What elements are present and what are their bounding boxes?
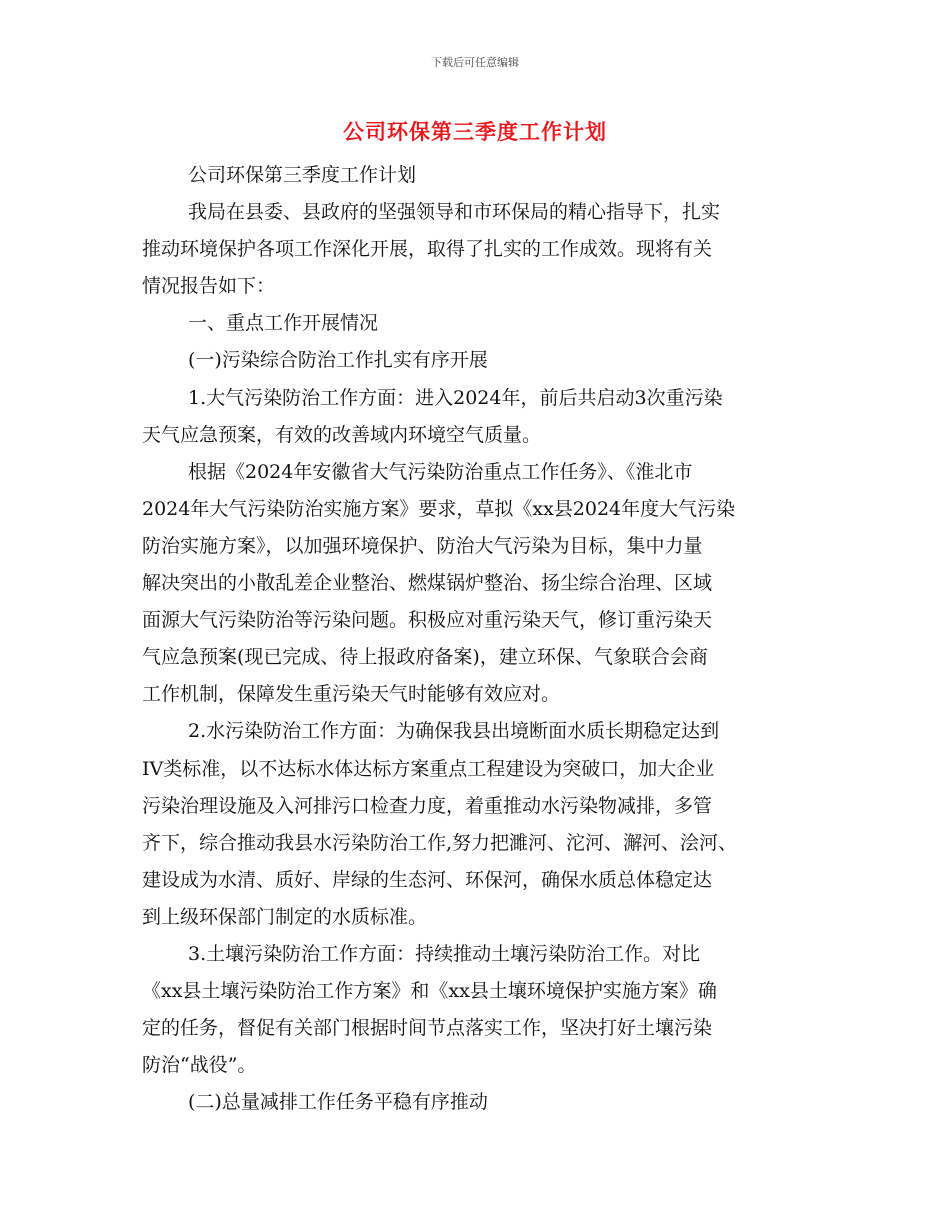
paragraph-line: 防治实施方案》，以加强环境保护、防治大气污染为目标，集中力量: [142, 534, 703, 557]
paragraph-line: 我局在县委、县政府的坚强领导和市环保局的精心指导下，扎实: [188, 201, 721, 224]
paragraph-line: 工作机制，保障发生重污染天气时能够有效应对。: [142, 683, 561, 706]
subsection-heading: (一)污染综合防治工作扎实有序开展: [188, 349, 488, 372]
paragraph-line: 定的任务，督促有关部门根据时间节点落实工作，坚决打好土壤污染: [142, 1017, 713, 1040]
paragraph-line: 天气应急预案，有效的改善域内环境空气质量。: [142, 423, 542, 446]
paragraph-line: 解决突出的小散乱差企业整治、燃煤锅炉整治、扬尘综合治理、区域: [142, 572, 713, 595]
paragraph-line: 推动环境保护各项工作深化开展，取得了扎实的工作成效。现将有关: [142, 238, 713, 261]
paragraph-line: 污染治理设施及入河排污口检查力度，着重推动水污染物减排，多管: [142, 794, 713, 817]
paragraph-line: 气应急预案(现已完成、待上报政府备案)，建立环保、气象联合会商: [142, 646, 708, 669]
paragraph-line: 《xx县土壤污染防治工作方案》和《xx县土壤环境保护实施方案》确: [142, 980, 717, 1003]
document-body: [142, 157, 822, 1121]
paragraph-line: 齐下，综合推动我县水污染防治工作,努力把濉河、沱河、澥河、浍河、: [142, 831, 738, 854]
paragraph-line: 到上级环保部门制定的水质标准。: [142, 905, 428, 928]
paragraph-line: 1.大气污染防治工作方面：进入2024年，前后共启动3次重污染: [188, 386, 723, 409]
paragraph-line: IV类标准，以不达标水体达标方案重点工程建设为突破口，加大企业: [142, 757, 715, 780]
paragraph-line: 3.土壤污染防治工作方面：持续推动土壤污染防治工作。对比: [188, 942, 701, 965]
paragraph-line: 2024年大气污染防治实施方案》要求，草拟《xx县2024年度大气污染: [142, 497, 736, 520]
document-title: 公司环保第三季度工作计划: [343, 119, 607, 144]
section-heading: 一、重点工作开展情况: [188, 312, 379, 335]
paragraph-line: 防治“战役”。: [142, 1054, 257, 1077]
paragraph-line: 情况报告如下：: [142, 275, 276, 298]
paragraph-line: 建设成为水清、质好、岸绿的生态河、环保河，确保水质总体稳定达: [142, 868, 713, 891]
paragraph-line: 2.水污染防治工作方面：为确保我县出境断面水质长期稳定达到: [188, 720, 720, 743]
paragraph-line: 公司环保第三季度工作计划: [188, 164, 417, 186]
paragraph-line: 面源大气污染防治等污染问题。积极应对重污染天气，修订重污染天: [142, 609, 713, 632]
paragraph-line: 根据《2024年安徽省大气污染防治重点工作任务》、《淮北市: [188, 460, 693, 483]
subsection-heading: (二)总量减排工作任务平稳有序推动: [188, 1091, 488, 1114]
header-note: 下载后可任意编辑: [431, 56, 519, 69]
